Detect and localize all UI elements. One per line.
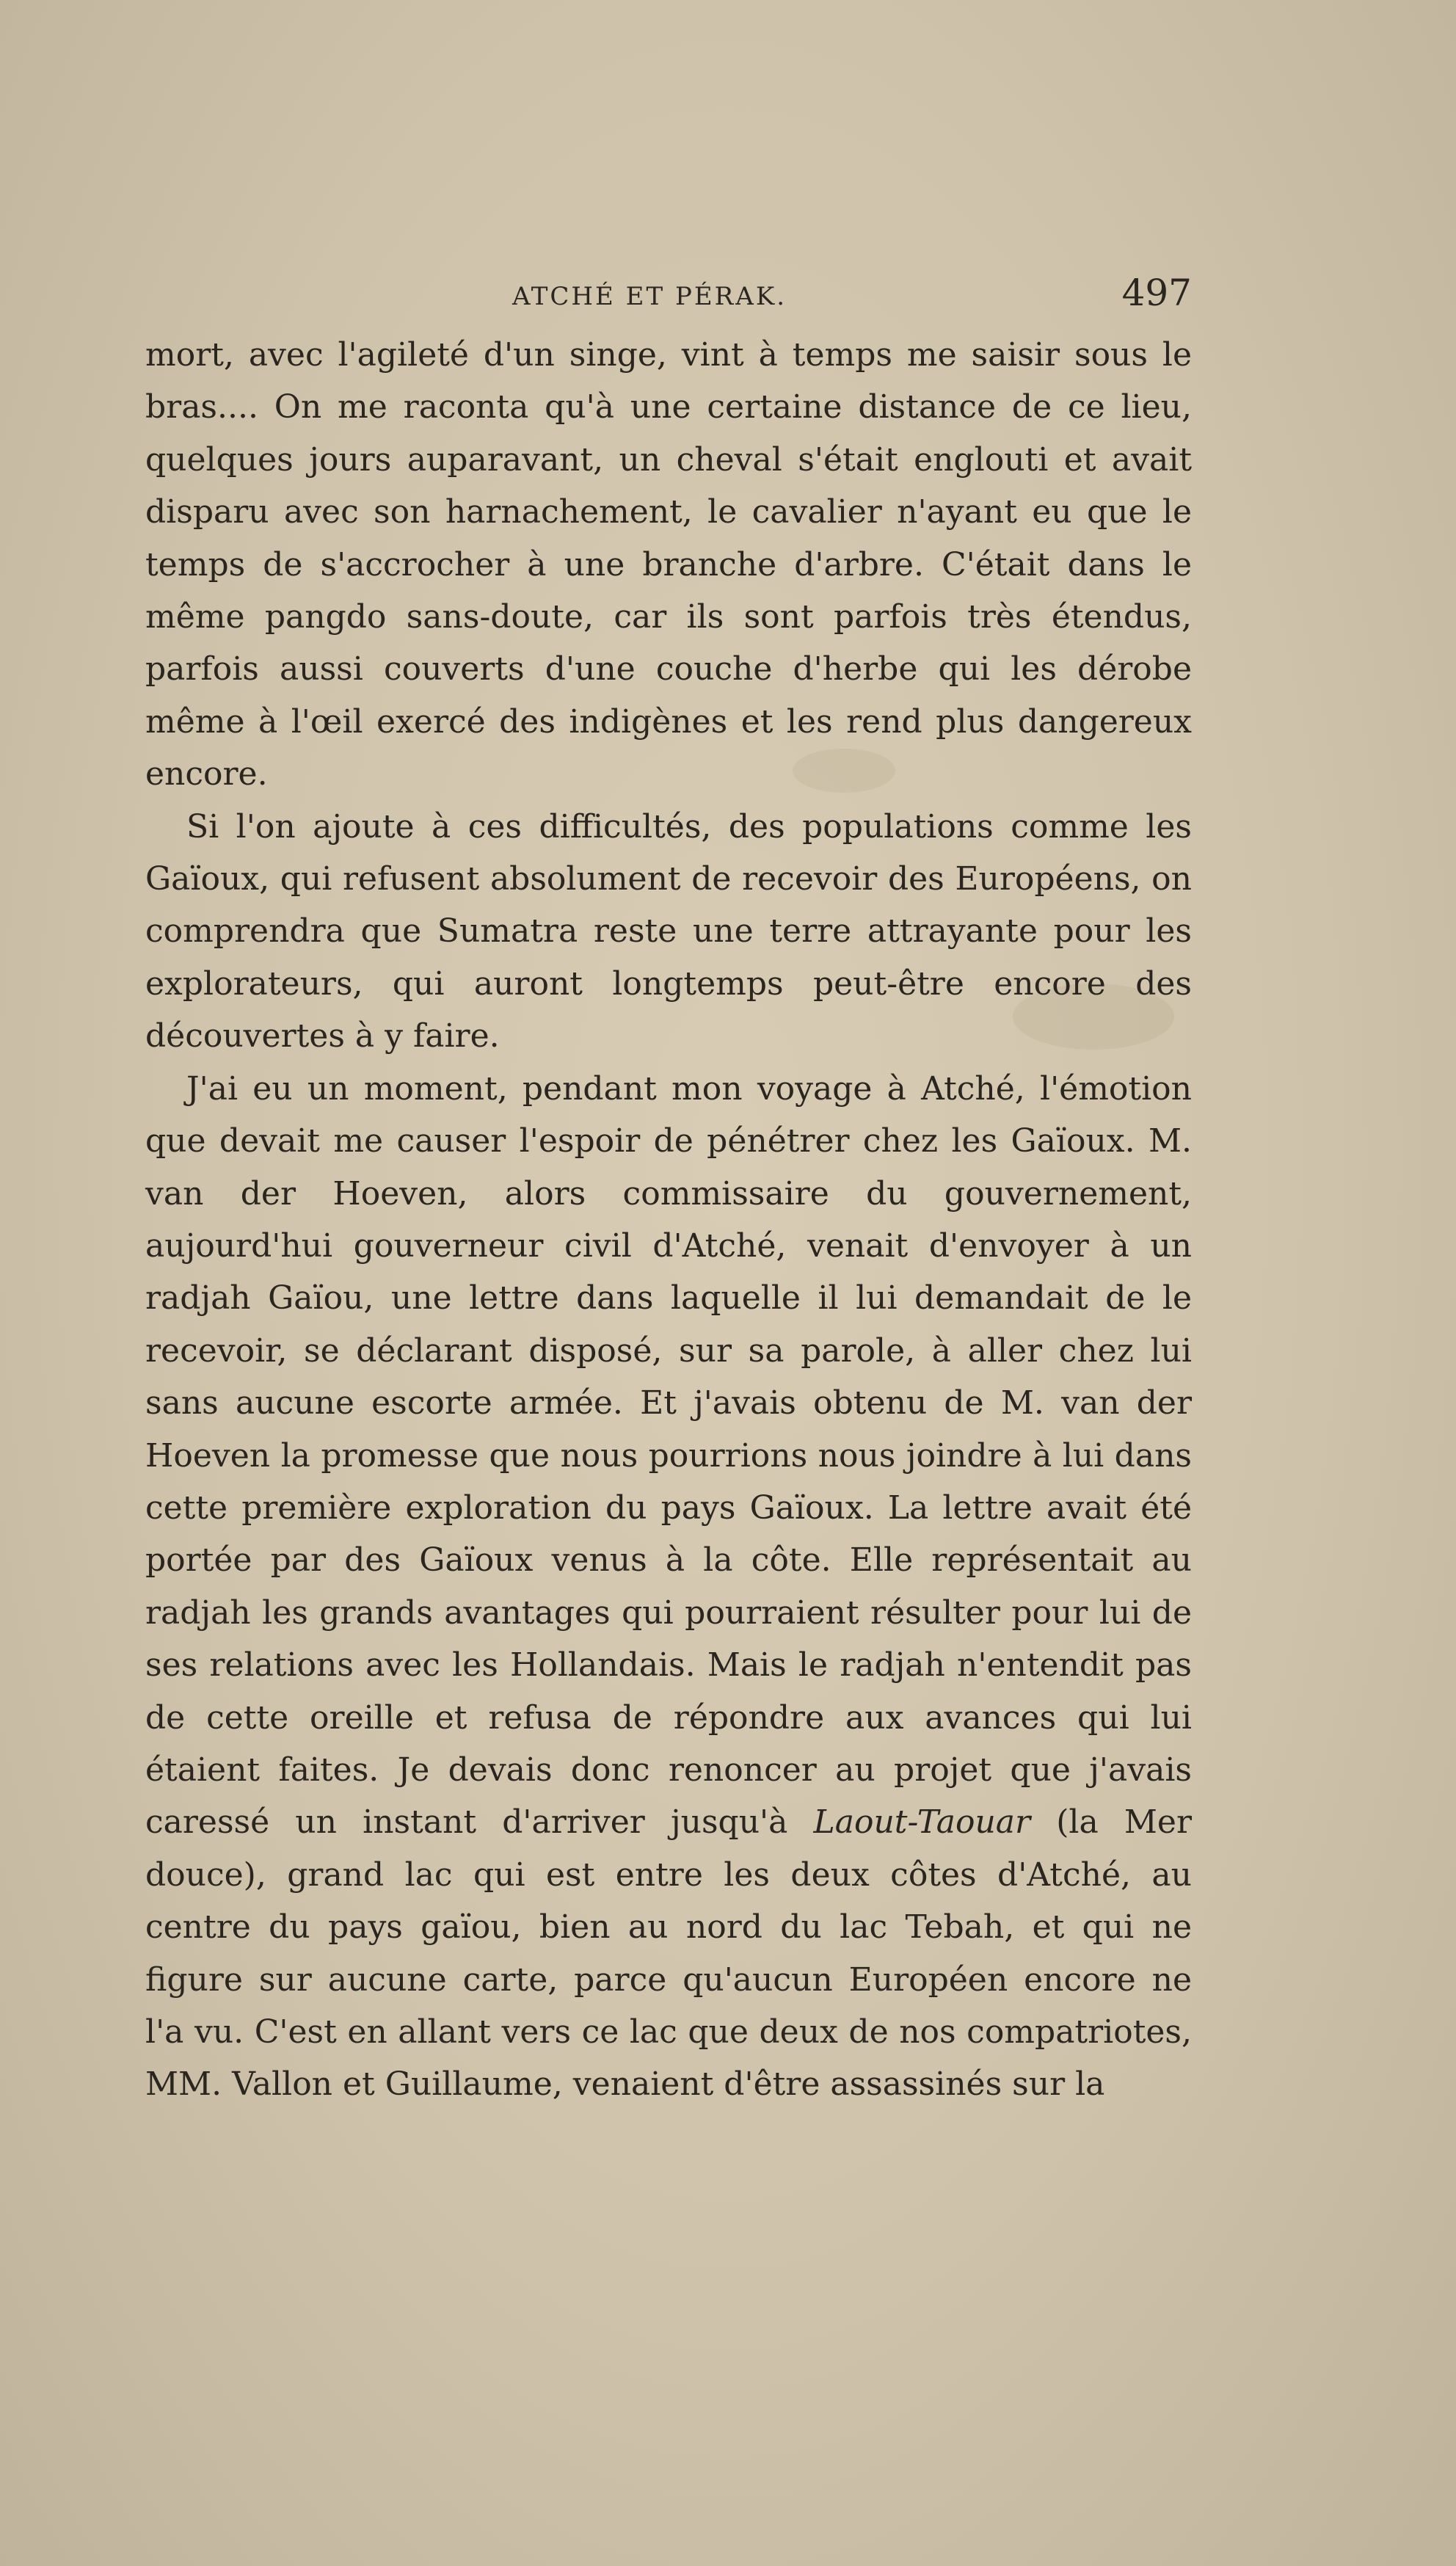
paragraph-2: Si l'on ajoute à ces difficultés, des populations comme les Gaïoux, qui refusent absolument de recevoir des Européens, on comprendra que Sumatra reste une terre attrayante pour les explorateurs, qui auront longtemps peut-être encore des découvertes à y faire. [145,807,1192,1055]
body-text [145,329,1192,2111]
paragraph-3-text-end: (la Mer douce), grand lac qui est entre les deux côtes d'Atché, au centre du pays gaïou, bien au nord du lac Tebah, et qui ne figure sur aucune carte, parce qu'aucun Européen encore ne l'a vu. C'est en allant vers ce lac que deux de nos compatriotes, MM. Vallon et Guillaume, venaient d'être assassinés sur la [145,1803,1192,2104]
page-header [145,272,1192,323]
paragraph-1: mort, avec l'agileté d'un singe, vint à temps me saisir sous le bras.... On me raconta qu'à une certaine distance de ce lieu, quelques jours auparavant, un cheval s'était englouti et avait disparu avec son harnachement, le cavalier n'ayant eu que le temps de s'accrocher à une branche d'arbre. C'était dans le même pangdo sans-doute, car ils sont parfois très étendus, parfois aussi couverts d'une couche d'herbe qui les dérobe même à l'œil exercé des indigènes et les rend plus dangereux encore. [145,336,1192,793]
paragraph-3-text-start: J'ai eu un moment, pendant mon voyage à Atché, l'émotion que devait me causer l'espoir de pénétrer chez les Gaïoux. M. van der Hoeven, alors commissaire du gouvernement, aujourd'hui gouverneur civil d'Atché, venait d'envoyer à un radjah Gaïou, une lettre dans laquelle il lui demandait de le recevoir, se déclarant disposé, sur sa parole, à aller chez lui sans aucune escorte armée. Et j'avais obtenu de M. van der Hoeven la promesse que nous pourrions nous joindre à lui dans cette première exploration du pays Gaïoux. La lettre avait été portée par des Gaïoux venus à la côte. Elle représentait au radjah les grands avantages qui pourraient résulter pour lui de ses relations avec les Hollandais. Mais le radjah n'entendit pas de cette oreille et refusa de répondre aux avances qui lui étaient faites. Je devais donc renoncer au projet que j'avais caressé un instant d'arriver jusqu'à [145,1069,1192,1842]
paragraph-3 [145,1063,1192,2111]
page-number: 497 [1121,272,1192,314]
running-title: ATCHÉ ET PÉRAK. [512,282,787,311]
italic-place-name: Laout-Taouar [813,1803,1031,1842]
